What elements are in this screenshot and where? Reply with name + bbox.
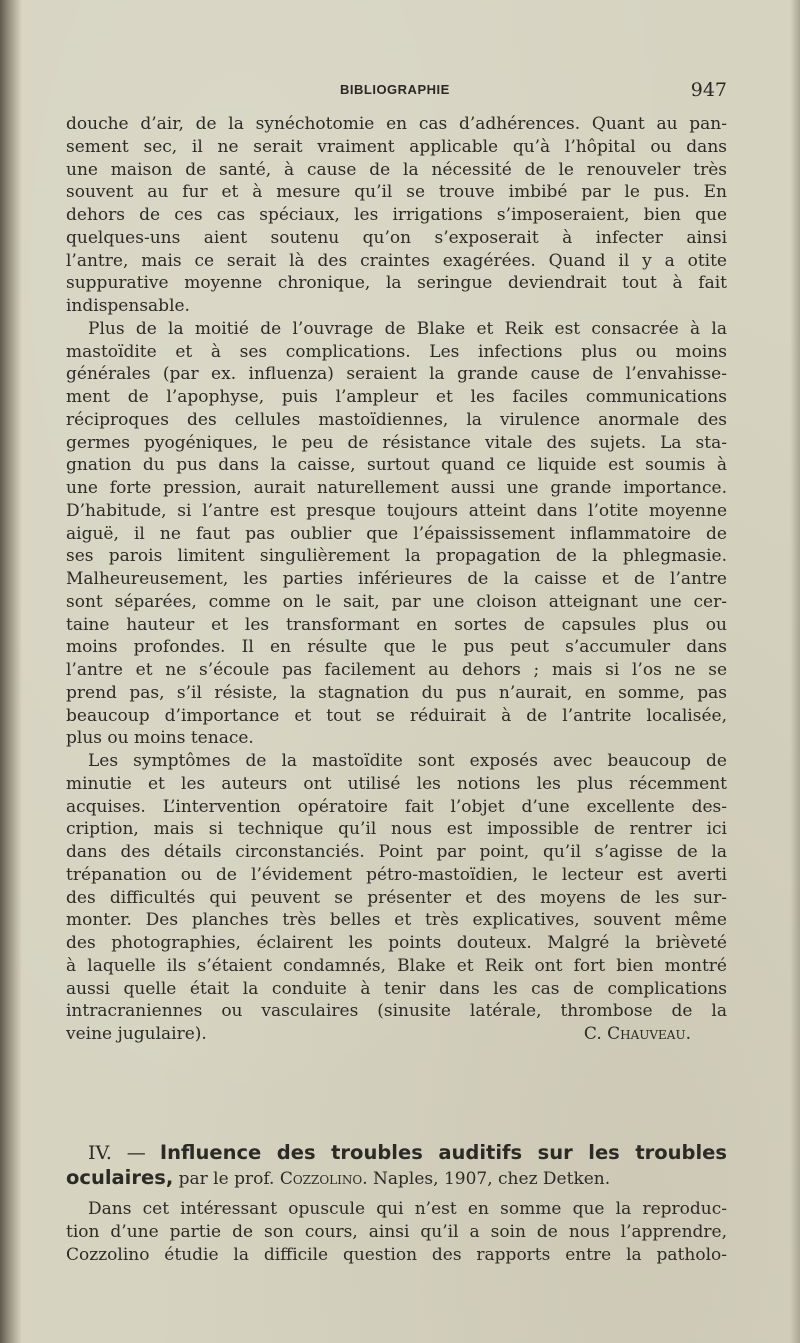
text-line: une maison de santé, à cause de la nécessité de le renouveler très	[66, 159, 727, 180]
text-line: l’antre, mais ce serait là des craintes exagérées. Quand il y a otite	[66, 250, 727, 271]
text-line: sont séparées, comme on le sait, par une cloison atteignant une cer-	[66, 591, 727, 612]
running-title: BIBLIOGRAPHIE	[340, 82, 450, 97]
text-line: dans des détails circonstanciés. Point par point, qu’il s’agisse de la	[66, 842, 727, 862]
text-line: cription, mais si technique qu’il nous est impossible de rentrer ici	[66, 819, 727, 840]
text-line: indispensable.	[66, 296, 190, 316]
text-line: intracraniennes ou vasculaires (sinusite latérale, thrombose de la	[66, 1001, 727, 1022]
text-line: germes pyogéniques, le peu de résistance vitale des sujets. La sta-	[66, 432, 727, 453]
page-edge-shadow	[790, 0, 800, 1343]
closing-line	[66, 1023, 727, 1046]
text-line: des difficultés qui peuvent se présenter et des moyens de les sur-	[66, 887, 727, 908]
section-author: Cozzolino	[279, 1169, 363, 1189]
text-line: Cozzolino étudie la difficile question des rapports entre la patholo-	[66, 1244, 727, 1265]
text-line: générales (par ex. influenza) seraient la grande cause de l’envahisse-	[66, 364, 727, 385]
section-numeral: IV. —	[88, 1142, 146, 1164]
paragraph-1	[66, 113, 727, 318]
text-line: ses parois limitent singulièrement la propagation de la phlegmasie.	[66, 546, 727, 567]
section-title-continued: oculaires,	[66, 1166, 174, 1189]
text-line: plus ou moins tenace.	[66, 728, 254, 749]
text-line: minutie et les auteurs ont utilisé les notions les plus récemment	[66, 773, 727, 794]
text-line: réciproques des cellules mastoïdiennes, la virulence anormale des	[66, 409, 727, 430]
text-line: l’antre et ne s’écoule pas facilement au dehors ; mais si l’os ne se	[66, 660, 727, 680]
article-body	[66, 113, 727, 1046]
text-line: sement sec, il ne serait vraiment applicable qu’à l’hôpital ou dans	[66, 136, 727, 157]
binding-shadow	[0, 0, 22, 1343]
review-section-iv	[66, 1141, 727, 1266]
paragraph-2	[66, 318, 727, 750]
text-line: trépanation ou de l’évidement pétro-mastoïdien, le lecteur est averti	[66, 864, 727, 885]
section-heading-line2	[66, 1166, 727, 1191]
text-line: gnation du pus dans la caisse, surtout quand ce liquide est soumis à	[66, 455, 727, 476]
page-header	[66, 79, 727, 101]
text-line: une forte pression, aurait naturellement aussi une grande importance.	[66, 478, 727, 498]
text-line: à laquelle ils s’étaient condamnés, Blake et Reik ont fort bien montré	[66, 955, 727, 976]
section-body	[66, 1198, 727, 1266]
text-line: moins profondes. Il en résulte que le pus peut s’accumuler dans	[66, 637, 727, 658]
text-line: Malheureusement, les parties inférieures de la caisse et de l’antre	[66, 569, 727, 589]
section-heading	[66, 1141, 727, 1166]
text-line: souvent au fur et à mesure qu’il se trouve imbibé par le pus. En	[66, 182, 727, 203]
text-line: ment de l’apophyse, puis l’ampleur et les faciles communications	[66, 387, 727, 407]
text-line: taine hauteur et les transformant en sortes de capsules plus ou	[66, 614, 727, 635]
text-line: dehors de ces cas spéciaux, les irrigations s’imposeraient, bien que	[66, 205, 727, 225]
byline-prefix: par le prof.	[173, 1169, 280, 1189]
text-line: tion d’une partie de son cours, ainsi qu’il a soin de nous l’apprendre,	[66, 1221, 727, 1242]
text-line: Dans cet intéressant opuscule qui n’est en somme que la reproduc-	[88, 1199, 727, 1219]
byline-publication: . Naples, 1907, chez Detken.	[362, 1169, 611, 1189]
text-line: veine jugulaire).	[66, 1024, 207, 1044]
section-title: Influence des troubles auditifs sur les troubles	[159, 1141, 728, 1164]
page-number: 947	[690, 79, 727, 101]
text-line: aussi quelle était la conduite à tenir dans les cas de complications	[66, 978, 727, 999]
text-line: aiguë, il ne faut pas oublier que l’épaississement inflammatoire de	[66, 523, 727, 544]
text-line: beaucoup d’importance et tout se réduirait à de l’antrite localisée,	[66, 705, 727, 726]
text-line: Plus de la moitié de l’ouvrage de Blake et Reik est consacrée à la	[88, 318, 727, 339]
text-line: suppurative moyenne chronique, la seringue deviendrait tout à fait	[66, 273, 727, 294]
paragraph-3	[66, 750, 727, 1046]
text-line: prend pas, s’il résiste, la stagnation du pus n’aurait, en somme, pas	[66, 682, 727, 703]
text-line: douche d’air, de la synéchotomie en cas d’adhérences. Quant au pan-	[66, 114, 727, 134]
text-line: mastoïdite et à ses complications. Les infections plus ou moins	[66, 341, 727, 362]
author-signature: C. Chauveau.	[583, 1024, 691, 1044]
text-line: monter. Des planches très belles et très explicatives, souvent même	[66, 910, 727, 931]
text-line: acquises. L’intervention opératoire fait l’objet d’une excellente des-	[66, 796, 727, 817]
text-line: quelques-uns aient soutenu qu’on s’exposerait à infecter ainsi	[66, 227, 727, 248]
text-line: D’habitude, si l’antre est presque toujours atteint dans l’otite moyenne	[66, 500, 727, 521]
text-line: Les symptômes de la mastoïdite sont exposés avec beaucoup de	[88, 751, 727, 771]
text-line: des photographies, éclairent les points douteux. Malgré la brièveté	[66, 933, 727, 953]
